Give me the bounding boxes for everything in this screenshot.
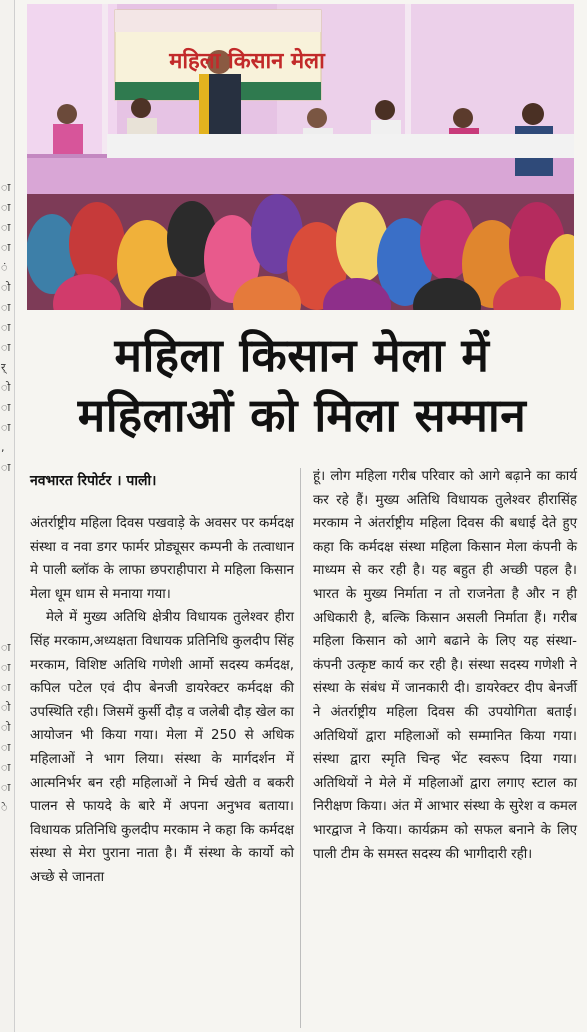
strip-fragment: ा [1, 681, 11, 694]
strip-fragment: ा [1, 201, 11, 214]
strip-fragment: ा [1, 341, 11, 354]
paragraph: हूं। लोग महिला गरीब परिवार को आगे बढ़ाने का कार्य कर रहे हैं। मुख्य अतिथि विधायक तुलेश्वर हीरासिंह मरकाम ने अंतर्राष्ट्रीय महिला दिवस की बधाई देते हुए कहा कि कर्मदक्ष संस्था महिला किसान मेला कंपनी के माध्यम से कर रही है। यह बहुत ही अच्छी पहल है। भारत के मुख्य निर्माता न तो राजनेता है और न ही अधिकारी है, बल्कि किसान असली निर्माता हैं। गरीब महिला किसान को आगे बढाने के लिए यह संस्था-कंपनी उत्कृष्ट कार्य कर रही है। संस्था सदस्य गणेशी ने संस्था के संबंध में जानकारी दी। डायरेक्टर दीप बेनर्जी ने अंतर्राष्ट्रीय महिला दिवस की उपयोगिता बताई। अतिथियों द्वारा महिलाओं को सम्मानित किया गया। संस्था द्वारा स्मृति चिन्ह भेंट स्वरूप दिया गया। अतिथियों ने मेले में महिलाओं द्वारा लगाए स्टाल का निरीक्षण किया। अंत में आभार संस्था के सुरेश व कमल भारद्वाज ने किया। कार्यक्रम को सफल बनाने के लिए पाली टीम के समस्त सदस्य की भागीदारी रही। [313, 469, 577, 862]
strip-fragment: ा [1, 741, 11, 754]
strip-fragment: ा [1, 421, 11, 434]
strip-fragment: ो [1, 281, 11, 294]
banner-title: महिला किसान मेला [169, 49, 325, 74]
strip-fragment: ा [1, 781, 11, 794]
strip-fragment: ं [1, 261, 8, 274]
strip-fragment: ा [1, 221, 11, 234]
strip-fragment: े [1, 801, 8, 814]
adjacent-column-strip [0, 0, 15, 1032]
strip-fragment: ा [1, 241, 11, 254]
article-column-1 [30, 512, 294, 890]
strip-fragment: ो [1, 721, 11, 734]
strip-fragment: ा [1, 321, 11, 334]
headline [28, 325, 576, 445]
strip-fragment: ा [1, 761, 11, 774]
strip-fragment: ा [1, 301, 11, 314]
strip-fragment: ा [1, 181, 11, 194]
headline-line-2: महिलाओं को मिला सम्मान [77, 388, 527, 442]
byline: नवभारत रिपोर्टर । पाली। [30, 473, 157, 489]
article-column-2 [313, 465, 577, 866]
paragraph: मेले में मुख्य अतिथि क्षेत्रीय विधायक तुलेश्वर हीरा सिंह मरकाम,अध्यक्षता विधायक प्रतिनिधि कुलदीप सिंह मरकाम, विशिष्ट अतिथि गणेशी आर्मो सदस्य कर्मदक्ष, कपिल पटेल एवं दीप बेनजी डायरेक्टर कर्मदक्ष की उपस्थिति रही। जिसमें कुर्सी दौड़ व जलेबी दौड़ खेल का आयोजन भी किया गया। मेला में 250 से अधिक महिलाओं ने भाग लिया। संस्था के मार्गदर्शन में आत्मनिर्भर बन रही महिलाओं ने मिर्च खेती व बकरी पालन से फायदे के बारे में अपना अनुभव बताया। विधायक प्रतिनिधि कुलदीप मरकाम ने कहा कि कर्मदक्ष संस्था से मेरा पुराना नाता है। मैं संस्था के कार्यो को अच्छे से जानता [30, 610, 294, 885]
strip-fragment: , [1, 441, 5, 454]
strip-fragment: ा [1, 401, 11, 414]
strip-fragment: ो [1, 701, 11, 714]
paragraph: अंतर्राष्ट्रीय महिला दिवस पखवाड़े के अवसर पर कर्मदक्ष संस्था व नवा डगर फार्मर प्रोड्यूसर कम्पनी के तत्वाधान मे पाली ब्लॉक के लाफा छपराहीपारा मे महिला किसान मेला धूम धाम से मनाया गया। [30, 516, 294, 602]
event-photo [27, 4, 574, 310]
headline-line-1: महिला किसान मेला में [114, 328, 490, 382]
column-divider [300, 468, 301, 1028]
strip-fragment: ो [1, 381, 11, 394]
strip-fragment: ा [1, 641, 11, 654]
strip-fragment: ा [1, 461, 11, 474]
strip-fragment: र् [1, 361, 6, 374]
strip-fragment: ा [1, 661, 11, 674]
